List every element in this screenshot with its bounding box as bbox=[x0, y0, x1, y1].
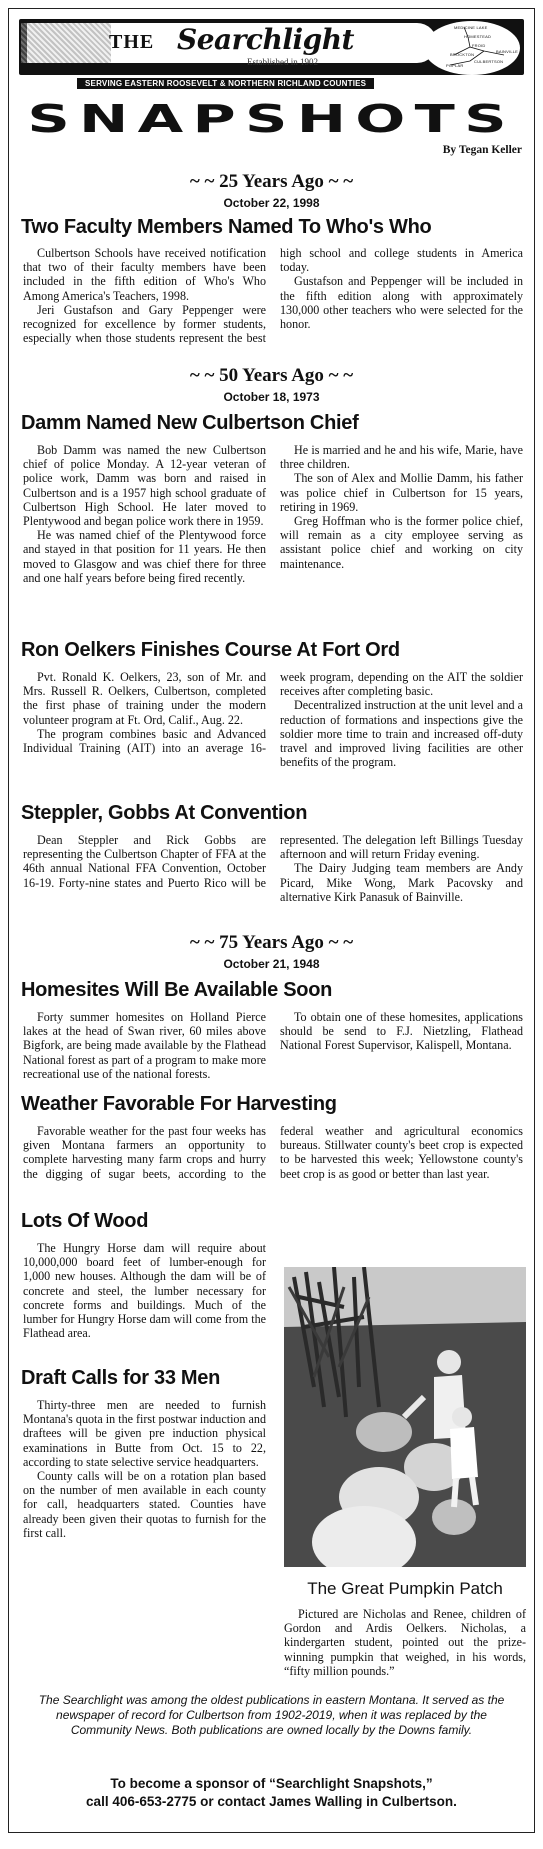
map-label: MEDICINE LAKE bbox=[454, 25, 488, 30]
masthead-tagline: SERVING EASTERN ROOSEVELT & NORTHERN RICHLAND COUNTIES bbox=[77, 78, 374, 89]
era-heading-75: ~ ~ 75 Years Ago ~ ~ bbox=[189, 932, 354, 953]
paragraph: Favorable weather for the past four weeks has given Montana farmers an opportunity to complete harvesting many farm crops and hurry the digging of sugar beets, according to the federal weather and agricultural economics bureaus. Stillwater county's beet crop is expected to be harvested this week; Yellowstone county's beet crop is as good or better than last year. bbox=[23, 1124, 523, 1181]
headline: Two Faculty Members Named To Who's Who bbox=[21, 216, 432, 238]
photo-caption bbox=[284, 1607, 526, 1678]
headline: Lots Of Wood bbox=[21, 1210, 149, 1232]
article-body bbox=[23, 1124, 523, 1181]
article-body bbox=[23, 1398, 266, 1540]
paragraph: The son of Alex and Mollie Damm, his father was police chief in Culbertson for 15 years, retiring in 1969. bbox=[280, 471, 523, 514]
paragraph: Pvt. Ronald K. Oelkers, 23, son of Mr. and Mrs. Russell R. Oelkers, Culbertson, completed the first phase of training under the modern volunteer program at Ft. Ord, Calif., Aug. 22. bbox=[23, 670, 266, 727]
paragraph: Culbertson Schools have received notification that two of their faculty members have been included in the fifth edition of Who's Who Among America's Teachers, 1998. bbox=[23, 246, 266, 303]
era-date-75: October 21, 1948 bbox=[223, 957, 320, 971]
paragraph: He was named chief of the Plentywood force and stayed in that position for 11 years. He then moved to Glasgow and was chief there for three and one half years before being fired recently. bbox=[23, 528, 266, 585]
caption-text: Pictured are Nicholas and Renee, children of Gordon and Ardis Oelkers. Nicholas, a kindergarten student, pointed out the prize-winning pumpkin that weighed, in his words, “fifty million pounds.” bbox=[284, 1607, 526, 1678]
masthead bbox=[9, 9, 534, 93]
map-label: BROCKTON bbox=[450, 52, 475, 57]
paragraph: Greg Hoffman who is the former police chief, will remain as a city employee serving as assistant police chief and working on city maintenance. bbox=[280, 514, 523, 571]
paragraph: Forty summer homesites on Holland Pierce lakes at the head of Swan river, 60 miles above Bigfork, are being made available by the Flathead National forest as part of a program to make more recreational use of the national forests. bbox=[23, 1010, 266, 1081]
paragraph: The Dairy Judging team members are Andy Picard, Mike Wong, Mark Pacovsky and alternative Kirk Panasuk of Bainville. bbox=[280, 861, 523, 904]
paragraph: He is married and he and his wife, Marie, have three children. bbox=[280, 443, 523, 472]
era-date-25: October 22, 1998 bbox=[223, 196, 320, 210]
headline: Weather Favorable For Harvesting bbox=[21, 1093, 337, 1115]
masthead-title: Searchlight bbox=[177, 23, 354, 56]
headline: Draft Calls for 33 Men bbox=[21, 1367, 221, 1389]
map-label: HOMESTEAD bbox=[464, 34, 492, 39]
article-body bbox=[23, 443, 523, 585]
page bbox=[8, 8, 535, 1833]
byline: By Tegan Keller bbox=[442, 144, 522, 156]
masthead-established: Established in 1902 bbox=[247, 57, 318, 67]
era-heading-50: ~ ~ 50 Years Ago ~ ~ bbox=[189, 365, 354, 386]
paragraph: Jeri Gustafson and Gary Peppenger were recognized for excellence by former students, especially when those students represent the best high school and college students in America today. bbox=[23, 246, 523, 346]
headline: Ron Oelkers Finishes Course At Fort Ord bbox=[21, 639, 400, 661]
page-title bbox=[9, 97, 534, 141]
paragraph: The program combines basic and Advanced Individual Training (AIT) into an average 16-week program, depending on the AIT the soldier receives after completing basic. bbox=[23, 670, 523, 756]
map-label: FROID bbox=[472, 43, 486, 48]
paragraph: Thirty-three men are needed to furnish Montana's quota in the first postwar induction and draftees will be given pre induction physical examinations in Butte from Oct. 15 to 22, according to state selective service headquarters. bbox=[23, 1398, 267, 1469]
masthead-graphic bbox=[21, 23, 111, 63]
article-body bbox=[23, 833, 523, 904]
paragraph: County calls will be on a rotation plan based on the number of men available in each county for call, headquarters stated. Counties have already been given their quotas to furnish for the first call. bbox=[23, 1469, 266, 1540]
article-body bbox=[23, 1010, 523, 1081]
paragraph: Decentralized instruction at the unit level and a reduction of formations and inspections give the soldier more time to train and increased off-duty travel and improved living facilities are other benefits of the program. bbox=[280, 698, 523, 770]
publication-note: The Searchlight was among the oldest publications in eastern Montana. It served as the newspaper of record for Culbertson from 1902-2019, when it was replaced by the Community News. Both publications are owned locally by the Downs family. bbox=[38, 1693, 505, 1737]
paragraph: The Hungry Horse dam will require about 10,000,000 board feet of lumber-enough for 1,000 new houses. Although the dam will be of concrete and steel, the lumber necessary for concrete forms and buildings. Much of the lumber for Hungry Horse dam will come from the Flathead area. bbox=[23, 1241, 266, 1341]
era-heading-25: ~ ~ 25 Years Ago ~ ~ bbox=[189, 171, 354, 192]
headline: Steppler, Gobbs At Convention bbox=[21, 802, 308, 824]
sponsor-line: To become a sponsor of “Searchlight Snapshots,” bbox=[110, 1776, 433, 1791]
area-map-icon bbox=[424, 21, 520, 75]
map-label: BAINVILLE bbox=[496, 49, 519, 54]
article-body bbox=[23, 1241, 266, 1340]
article-body bbox=[23, 246, 523, 345]
masthead-the: THE bbox=[109, 31, 155, 53]
map-label: CULBERTSON bbox=[474, 59, 504, 64]
map-label: POPLAR bbox=[446, 63, 464, 68]
era-date-50: October 18, 1973 bbox=[223, 390, 320, 404]
paragraph: To obtain one of these homesites, applications should be send to F.J. Nietzling, Flathead National Forest Supervisor, Kalispell, Montana. bbox=[280, 1010, 523, 1053]
paragraph: Gustafson and Peppenger will be included in the fifth edition along with approximately 130,000 other teachers who were selected for the honor. bbox=[280, 274, 523, 332]
headline: Damm Named New Culbertson Chief bbox=[21, 412, 359, 434]
pumpkin-photo-illustration bbox=[284, 1267, 526, 1567]
paragraph: Bob Damm was named the new Culbertson chief of police Monday. A 12-year veteran of police work, Damm was born and raised in Culbertson and is a 1957 high school graduate of Culbertson High School. He later moved to Plentywood and began police work there in 1959. bbox=[23, 443, 266, 529]
headline: Homesites Will Be Available Soon bbox=[21, 979, 333, 1001]
photo-title: The Great Pumpkin Patch bbox=[307, 1579, 503, 1598]
pumpkin-patch-photo bbox=[284, 1267, 526, 1567]
article-body bbox=[23, 670, 523, 769]
sponsor-notice bbox=[27, 1775, 516, 1811]
page-title-text: SNAPSHOTS bbox=[27, 97, 516, 141]
paragraph: Dean Steppler and Rick Gobbs are representing the Culbertson Chapter of FFA at the 46th annual National FFA Convention, October 16-19. Forty-nine states and Puerto Rico will be represented. The delegation left Billings Tuesday afternoon and will return Friday evening. bbox=[23, 833, 523, 890]
sponsor-line: call 406-653-2775 or contact James Walling in Culbertson. bbox=[86, 1794, 457, 1809]
